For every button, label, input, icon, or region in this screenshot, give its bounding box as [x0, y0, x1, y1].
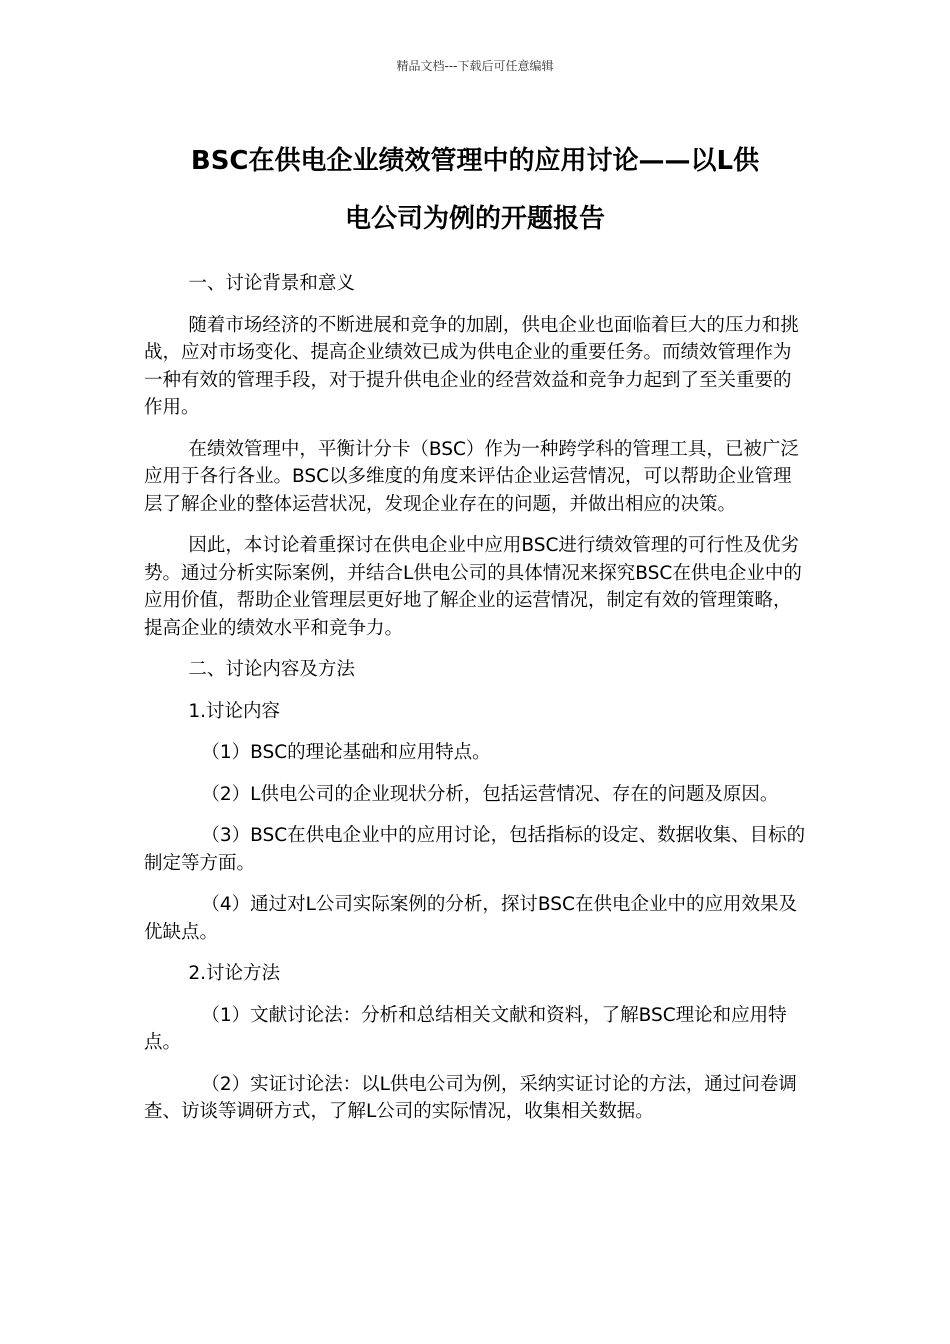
subheading-methods: 2.讨论方法: [188, 963, 281, 984]
list-item: （1）文献讨论法：分析和总结相关文献和资料，了解BSC理论和应用特点。: [144, 1004, 787, 1053]
paragraph: 在绩效管理中，平衡计分卡（BSC）作为一种跨学科的管理工具，已被广泛应用于各行各业。BSC以多维度的角度来评估企业运营情况，可以帮助企业管理层了解企业的整体运营状况，发现企业存在的问题，并做出相应的决策。: [144, 438, 799, 515]
document-body: [144, 270, 806, 1140]
subheading-content: 1.讨论内容: [188, 700, 281, 722]
paragraph: 随着市场经济的不断进展和竞争的加剧，供电企业也面临着巨大的压力和挑战，应对市场变化、提高企业绩效已成为供电企业的重要任务。而绩效管理作为一种有效的管理手段，对于提升供电企业的经营效益和竞争力起到了至关重要的作用。: [144, 314, 799, 418]
list-item: （1）BSC的理论基础和应用特点。: [201, 742, 491, 763]
section-heading-content-methods: 二、讨论内容及方法: [188, 659, 355, 680]
section-heading-background: 一、讨论背景和意义: [188, 273, 355, 294]
paragraph: 因此，本讨论着重探讨在供电企业中应用BSC进行绩效管理的可行性及优劣势。通过分析实际案例，并结合L供电公司的具体情况来探究BSC在供电企业中的应用价值，帮助企业管理层更好地了解企业的运营情况，制定有效的管理策略，提高企业的绩效水平和竞争力。: [144, 535, 802, 639]
title-line-2: 电公司为例的开题报告: [344, 204, 605, 234]
document-title: [140, 132, 810, 248]
title-line-1: BSC在供电企业绩效管理中的应用讨论——以L供: [190, 146, 760, 176]
list-item: （4）通过对L公司实际案例的分析，探讨BSC在供电企业中的应用效果及优缺点。: [144, 894, 797, 943]
list-item: （2）L供电公司的企业现状分析，包括运营情况、存在的问题及原因。: [201, 783, 779, 805]
header-note: 精品文档---下载后可任意编辑: [396, 59, 554, 73]
list-item: （3）BSC在供电企业中的应用讨论，包括指标的设定、数据收集、目标的制定等方面。: [144, 825, 806, 874]
list-item: （2）实证讨论法：以L供电公司为例，采纳实证讨论的方法，通过问卷调查、访谈等调研方式，了解L公司的实际情况，收集相关数据。: [144, 1073, 797, 1122]
